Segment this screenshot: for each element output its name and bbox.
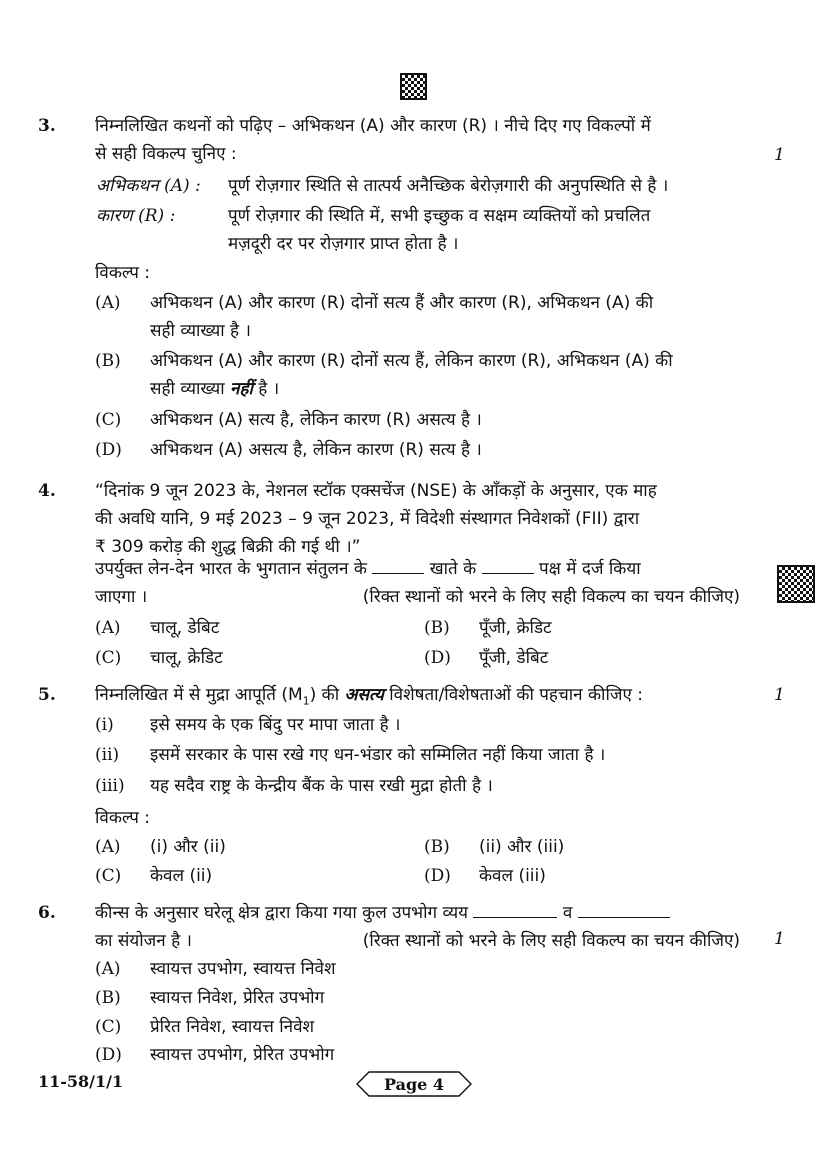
question-stem-line-2: का संयोजन है । (रिक्त स्थानों को भरने के लिए सही विकल्प का चयन कीजिए): [95, 931, 740, 951]
emphasis: असत्य: [344, 685, 384, 705]
option-letter: (B): [95, 351, 121, 371]
option-text: पूँजी, क्रेडिट: [479, 618, 552, 638]
marks: 1: [774, 145, 785, 165]
page-number: Page 4: [383, 1075, 445, 1094]
option-a: [95, 955, 336, 983]
option-letter: (A): [95, 293, 121, 313]
options-heading: विकल्प :: [95, 808, 150, 828]
option-letter: (B): [95, 988, 121, 1008]
option-letter: (D): [95, 1045, 122, 1065]
option-letter: (C): [95, 1017, 122, 1037]
option-text: (ii) और (iii): [479, 837, 565, 857]
marks: 1: [774, 685, 785, 705]
options-heading: विकल्प :: [95, 263, 150, 283]
blank: [578, 901, 670, 918]
option-a: [95, 614, 219, 642]
option-a: [95, 289, 745, 345]
option-text: अभिकथन (A) और कारण (R) दोनों सत्य हैं और कारण (R), अभिकथन (A) की: [150, 293, 654, 313]
question-fill-line: उपर्युक्त लेन-देन भारत के भुगतान संतुलन के खाते के पक्ष में दर्ज किया: [95, 559, 641, 579]
option-text: अभिकथन (A) और कारण (R) दोनों सत्य हैं, लेकिन कारण (R), अभिकथन (A) की: [150, 351, 673, 371]
question-stem: [95, 477, 745, 561]
question-number: 4.: [38, 481, 56, 501]
blank: [482, 557, 534, 574]
assertion-label: अभिकथन (A) :: [96, 176, 201, 196]
option-c: [95, 406, 482, 434]
option-d: [424, 862, 546, 890]
blank: [372, 557, 424, 574]
option-b: [95, 347, 745, 403]
reason-text: [228, 202, 743, 258]
option-c: [95, 862, 212, 890]
statement-text: इसे समय के एक बिंदु पर मापा जाता है ।: [150, 715, 401, 735]
reason-line: मज़दूरी दर पर रोज़गार प्राप्त होता है ।: [228, 234, 459, 254]
option-letter: (D): [424, 648, 451, 668]
option-text: (i) और (ii): [150, 837, 226, 857]
option-text: चालू, डेबिट: [150, 618, 220, 638]
option-letter: (B): [424, 837, 450, 857]
question-number: 6.: [38, 903, 56, 923]
stem-line: की अवधि यानि, 9 मई 2023 – 9 जून 2023, में विदेशी संस्थागत निवेशकों (FII) द्वारा: [95, 509, 640, 529]
option-c: [95, 1013, 314, 1041]
option-c: [95, 644, 223, 672]
reason-line: पूर्ण रोज़गार की स्थिति में, सभी इच्छुक व सक्षम व्यक्तियों को प्रचलित: [228, 206, 651, 226]
qr-code-top: [400, 73, 427, 100]
stem-line: ₹ 309 करोड़ की शुद्ध बिक्री की गई थी ।”: [95, 537, 361, 557]
statement-iii: [95, 772, 493, 800]
qr-code-side: [777, 565, 815, 603]
option-letter: (C): [95, 866, 122, 886]
option-d: [95, 1041, 334, 1069]
statement-text: इसमें सरकार के पास रखे गए धन-भंडार को सम्मिलित नहीं किया जाता है ।: [150, 745, 606, 765]
option-text: स्वायत्त निवेश, प्रेरित उपभोग: [150, 988, 325, 1008]
question-stem: कीन्स के अनुसार घरेलू क्षेत्र द्वारा किया गया कुल उपभोग व्यय व: [95, 899, 745, 927]
option-text: स्वायत्त उपभोग, स्वायत्त निवेश: [150, 959, 336, 979]
statement-number: (iii): [95, 776, 125, 796]
option-b: [424, 614, 552, 642]
option-letter: (D): [95, 440, 122, 460]
option-d: [95, 436, 482, 464]
statement-text: यह सदैव राष्ट्र के केन्द्रीय बैंक के पास रखी मुद्रा होती है ।: [150, 776, 493, 796]
option-text: पूँजी, डेबिट: [479, 648, 549, 668]
option-text: चालू, क्रेडिट: [150, 648, 223, 668]
option-text: केवल (ii): [150, 866, 213, 886]
option-letter: (C): [95, 410, 122, 430]
option-letter: (A): [95, 618, 121, 638]
blank: [473, 901, 557, 918]
reason-label: कारण (R) :: [96, 206, 176, 226]
option-text: अभिकथन (A) असत्य है, लेकिन कारण (R) सत्य है ।: [150, 440, 482, 460]
stem-line: निम्नलिखित कथनों को पढ़िए – अभिकथन (A) और कारण (R) । नीचे दिए गए विकल्पों में: [95, 116, 651, 136]
question-stem: [95, 112, 745, 168]
option-letter: (D): [424, 866, 451, 886]
emphasis: नहीं: [230, 379, 253, 399]
stem-line: से सही विकल्प चुनिए :: [95, 144, 237, 164]
option-text: केवल (iii): [479, 866, 546, 886]
paper-code: 11-58/1/1: [38, 1072, 124, 1091]
option-text: सही व्याख्या है ।: [150, 321, 251, 341]
option-letter: (C): [95, 648, 122, 668]
option-text: सही व्याख्या: [150, 379, 231, 399]
option-letter: (B): [424, 618, 450, 638]
option-letter: (A): [95, 959, 121, 979]
statement-number: (ii): [95, 745, 120, 765]
statement-ii: [95, 741, 605, 769]
option-text: है ।: [252, 379, 280, 399]
option-text: स्वायत्त उपभोग, प्रेरित उपभोग: [150, 1045, 335, 1065]
question-number: 3.: [38, 116, 56, 136]
option-text: प्रेरित निवेश, स्वायत्त निवेश: [150, 1017, 315, 1037]
marks: 1: [774, 929, 785, 949]
option-b: [424, 833, 564, 861]
option-d: [424, 644, 548, 672]
option-letter: (A): [95, 837, 121, 857]
option-b: [95, 984, 324, 1012]
question-fill-line-2: जाएगा । (रिक्त स्थानों को भरने के लिए सही विकल्प का चयन कीजिए): [95, 587, 740, 607]
assertion-text: पूर्ण रोज़गार स्थिति से तात्पर्य अनैच्छिक बेरोज़गारी की अनुपस्थिति से है ।: [228, 176, 669, 196]
question-number: 5.: [38, 685, 56, 705]
option-text: अभिकथन (A) सत्य है, लेकिन कारण (R) असत्य है ।: [150, 410, 482, 430]
option-a: [95, 833, 226, 861]
statement-i: [95, 711, 400, 739]
statement-number: (i): [95, 715, 114, 735]
stem-line: “दिनांक 9 जून 2023 के, नेशनल स्टॉक एक्सचेंज (NSE) के आँकड़ों के अनुसार, एक माह: [95, 481, 657, 501]
question-stem: निम्नलिखित में से मुद्रा आपूर्ति $(M_1)$ की असत्य विशेषता/विशेषताओं की पहचान कीजिए :: [95, 685, 643, 708]
